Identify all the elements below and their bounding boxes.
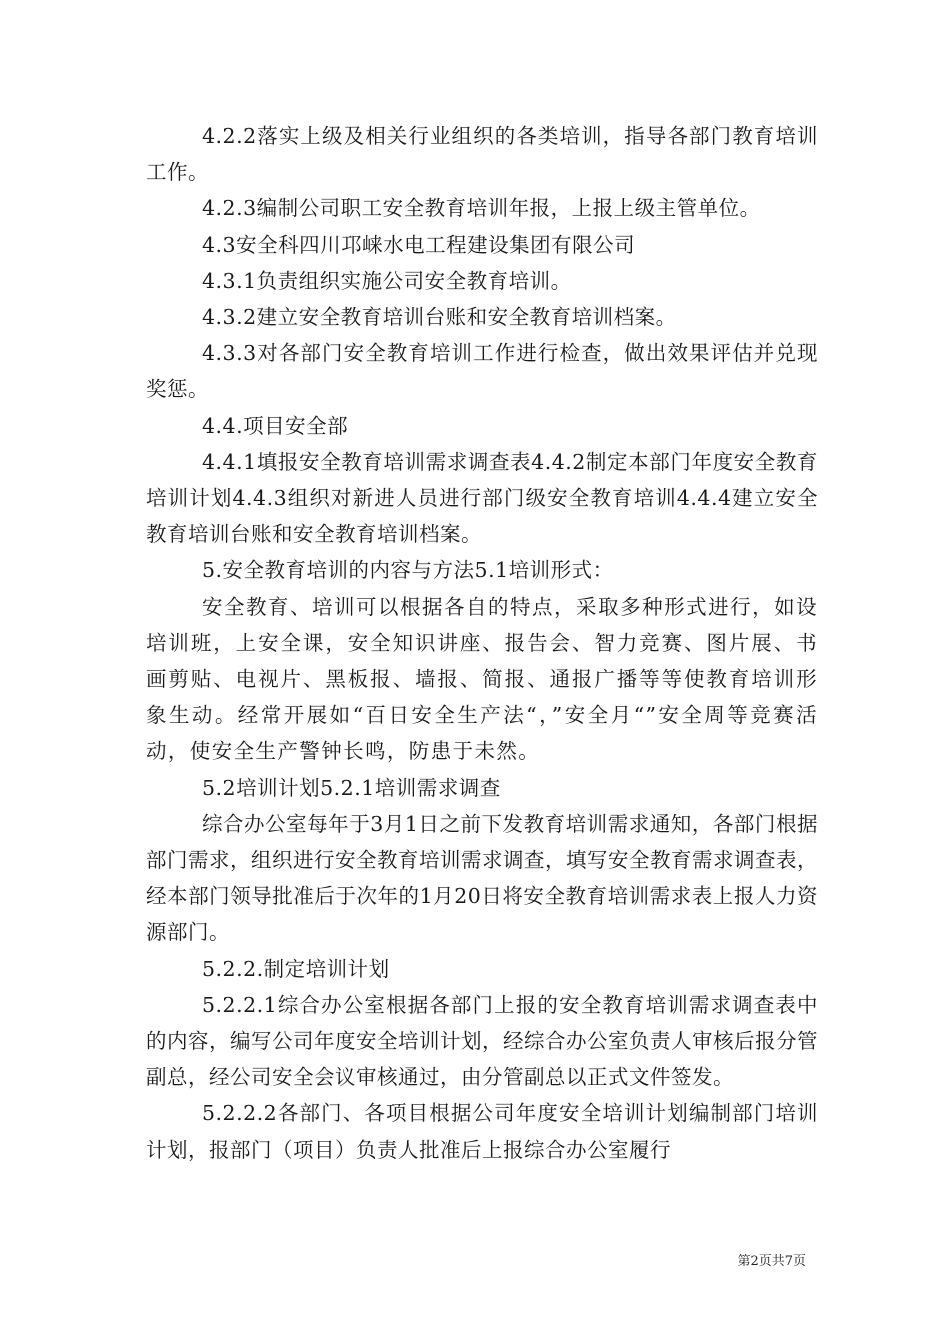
paragraph: 4.3.2建立安全教育培训台账和安全教育培训档案。 — [202, 305, 677, 330]
paragraph: 5.2.2.制定培训计划 — [202, 956, 390, 981]
paragraph: 4.2.3编制公司职工安全教育培训年报，上报上级主管单位。 — [202, 196, 761, 221]
paragraph: 4.4.1填报安全教育培训需求调查表4.4.2制定本部门年度安全教育培训计划4.4.3组织对新进人员进行部门级安全教育培训4.4.4建立安全教育培训台账和安全教育培训档案。 — [146, 449, 818, 547]
paragraph: 4.2.2落实上级及相关行业组织的各类培训，指导各部门教育培训工作。 — [146, 124, 818, 185]
paragraph: 4.4.项目安全部 — [202, 413, 349, 438]
paragraph: 4.3安全科四川邛崃水电工程建设集团有限公司 — [202, 232, 636, 257]
paragraph: 5.安全教育培训的内容与方法5.1培训形式： — [202, 558, 614, 583]
document-body — [146, 118, 818, 1168]
paragraph: 4.3.3对各部门安全教育培训工作进行检查，做出效果评估并兑现奖惩。 — [146, 341, 818, 402]
paragraph: 安全教育、培训可以根据各自的特点，采取多种形式进行，如设培训班，上安全课，安全知识讲座、报告会、智力竞赛、图片展、书画剪贴、电视片、黑板报、墙报、简报、通报广播等等使教育培训形象生动。经常开展如“百日安全生产法“，”安全月“”安全周等竞赛活动，使安全生产警钟长鸣，防患于未然。 — [146, 594, 818, 764]
page-number: 第2页共7页 — [737, 1254, 806, 1269]
paragraph: 5.2培训计划5.2.1培训需求调查 — [202, 775, 501, 800]
paragraph: 4.3.1负责组织实施公司安全教育培训。 — [202, 268, 572, 293]
paragraph: 综合办公室每年于3月1日之前下发教育培训需求通知，各部门根据部门需求，组织进行安全教育培训需求调查，填写安全教育需求调查表，经本部门领导批准后于次年的1月20日将安全教育培训需求表上报人力资源部门。 — [146, 811, 818, 945]
paragraph: 5.2.2.1综合办公室根据各部门上报的安全教育培训需求调查表中的内容，编写公司年度安全培训计划，经综合办公室负责人审核后报分管副总，经公司安全会议审核通过，由分管副总以正式文件签发。 — [146, 992, 818, 1090]
paragraph: 5.2.2.2各部门、各项目根据公司年度安全培训计划编制部门培训计划，报部门（项目）负责人批准后上报综合办公室履行 — [146, 1101, 818, 1162]
